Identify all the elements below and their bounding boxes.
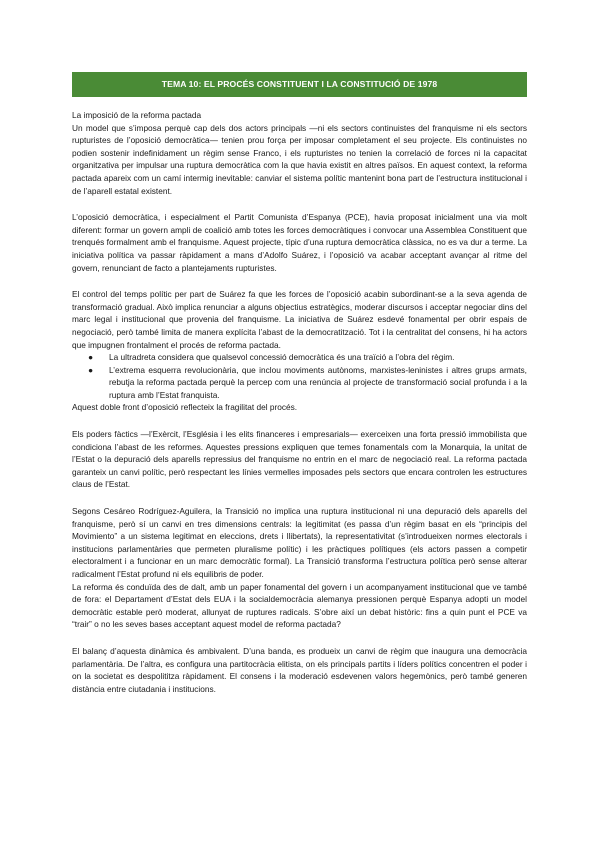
paragraph-4: Els poders fàctics —l’Exèrcit, l’Església i les elits financeres i empresarials— exerceixen una forta pressió immobilista que condiciona l’abast de les reformes. Aquestes pressions expliquen que temes fonamentals com la Monarquia, la unitat de l’Estat o la depuració dels aparells repressius del franquisme no entrin en el marc de negociació real. La reforma pactada garanteix un canvi polític, però respectant les línies vermelles imposades pels sectors que encara controlen les estructures claus de l’Estat. — [72, 429, 527, 490]
bullet-text: L’extrema esquerra revolucionària, que inclou moviments autònoms, marxistes-leninistes i altres grups armats, rebutja la reforma pactada perquè la percep com una renúncia al projecte de transformació social profunda i a la ruptura amb l’Estat franquista. — [109, 364, 527, 400]
list-item — [72, 364, 527, 402]
paragraph-5: Segons Cesáreo Rodríguez-Aguilera, la Transició no implica una ruptura institucional ni una depuració dels aparells del franquisme, però sí un canvi en tres dimensions centrals: la legitimitat (es passa d’un règim basat en els “principis del Movimiento” a un sistema legitimat en eleccions, drets i llibertats), la representativitat (s’introdueixen normes electorals i institucions parlamentàries que permeten pluralisme polític) i les pràctiques polítiques (els actors passen a competir electoralment i a funcionar en un marc democràtic formal). La Transició transforma l’estructura política però sense alterar radicalment l’Estat profund ni els equilibris de poder. — [72, 506, 527, 579]
page-title: TEMA 10: EL PROCÉS CONSTITUENT I LA CONSTITUCIÓ DE 1978 — [161, 79, 438, 89]
bullet-list — [72, 351, 527, 401]
document-body — [72, 109, 527, 695]
page-title-banner — [72, 72, 527, 97]
bullet-icon: ● — [88, 352, 94, 363]
section-subtitle: La imposició de la reforma pactada — [72, 110, 202, 120]
bullet-text: La ultradreta considera que qualsevol concessió democràtica és una traïció a l’obra del règim. — [109, 352, 455, 363]
paragraph-3-closing: Aquest doble front d’oposició reflecteix la fragilitat del procés. — [72, 402, 298, 413]
list-item — [72, 351, 527, 364]
paragraph-3: El control del temps polític per part de Suárez fa que les forces de l’oposició acabin subordinant-se a la seva agenda de transformació gradual. Això implica renunciar a alguns objectius estratègics, moderar discursos i acceptar negociar dins del marc legal i institucional que provenia del franquisme. La iniciativa de Suárez esdevé fonamental per obrir espais de negociació, però també limita de manera explícita l’abast de la democratització. Tot i la centralitat del consens, hi ha actors que impugnen frontalment el procés de reforma pactada. — [72, 289, 527, 350]
paragraph-1: Un model que s’imposa perquè cap dels dos actors principals —ni els sectors continuistes del franquisme ni els sectors rupturistes de l’oposició democràtica— tenien prou força per imposar completament el seu projecte. Els continuistes no podien sostenir indefinidament un règim sense Franco, i els rupturistes no tenien la correlació de forces ni la capacitat organitzativa per impulsar una ruptura democràtica com la que havia existit en altres països. En aquest context, la reforma pactada apareix com un camí intermig inevitable: canviar el sistema polític mantenint bona part de l’estructura institucional i de l’aparell estatal existent. — [72, 122, 527, 196]
paragraph-2: L’oposició democràtica, i especialment el Partit Comunista d’Espanya (PCE), havia proposat inicialment una via molt diferent: formar un govern ampli de coalició amb totes les forces democràtiques i convocar una Assemblea Constituent que trenqués formalment amb el franquisme. Aquest projecte, típic d’una ruptura democràtica clàssica, no es va dur a terme. La iniciativa política va passar ràpidament a mans d’Adolfo Suárez, i l’oposició va acabar acceptant avançar al ritme del govern, renunciant de facto a plantejaments rupturistes. — [72, 212, 527, 273]
paragraph-6: La reforma és conduïda des de dalt, amb un paper fonamental del govern i un acompanyament institucional que ve també de fora: el Departament d’Estat dels EUA i la socialdemocràcia alemanya pressionen perquè Espanya adopti un model democràtic estable però moderat, allunyat de ruptures radicals. S’obre així un debat històric: fins a quin punt el PCE va “trair” o no les seves bases acceptant aquest model de reforma pactada? — [72, 581, 527, 630]
paragraph-7: El balanç d’aquesta dinàmica és ambivalent. D’una banda, es produeix un canvi de règim que inaugura una democràcia parlamentària. De l’altra, es configura una partitocràcia elitista, on els principals partits i líders polítics concentren el poder i on la societat es despolititza ràpidament. El consens i la moderació esdevenen valors hegemònics, però també generen distància entre ciutadania i institucions. — [72, 645, 527, 694]
bullet-icon: ● — [88, 364, 94, 375]
document-page — [72, 72, 527, 709]
